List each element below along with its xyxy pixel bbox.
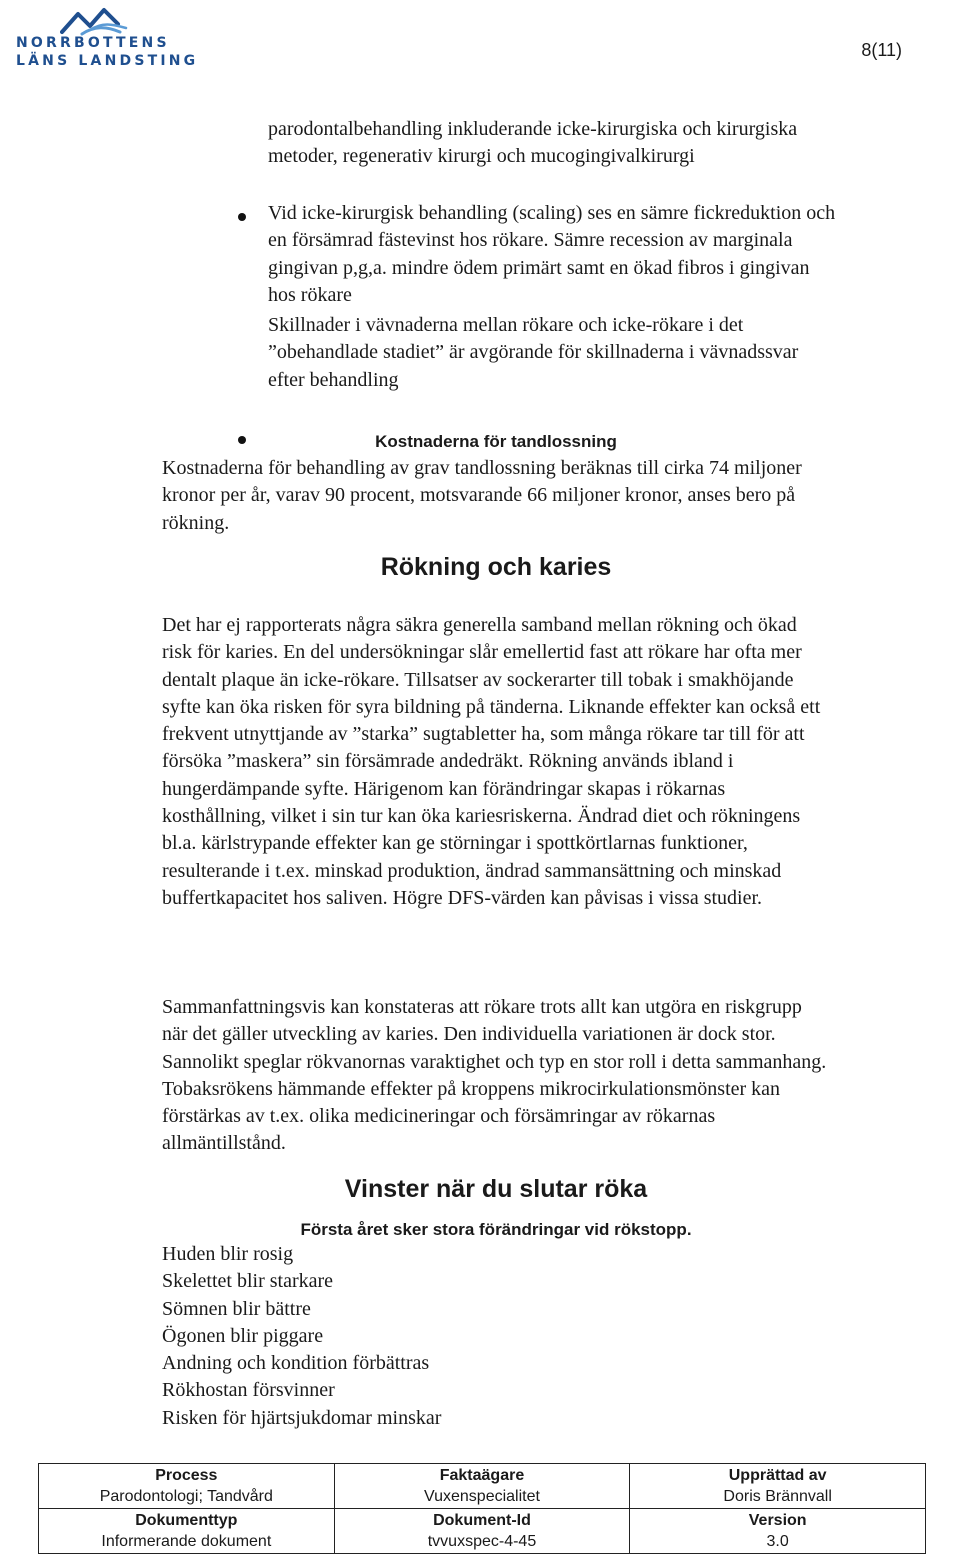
doctype-label: Dokumenttyp (135, 1512, 238, 1529)
version-label: Version (748, 1512, 807, 1529)
process-cell (39, 1464, 335, 1509)
author-value: Doris Brännvall (723, 1488, 832, 1505)
cost-text: Kostnaderna för behandling av grav tandlossning beräknas till cirka 74 miljoner kronor per år, varav 90 procent, motsvarande 66 miljoner kronor, anses bero på rökning. (162, 457, 802, 534)
caries-text-2: Sammanfattningsvis kan konstateras att rökare trots allt kan utgöra en riskgrupp när det gäller utveckling av karies. Den individuella variationen är dock stor. Sannolikt speglar rökvanornas varaktighet och typ en stor roll i detta sammanhang. Tobaksrökens hämmande effekter på kroppens mikrocirkulationsmönster kan förstärkas av t.ex. olika medicineringar och försämringar av rökarnas allmäntillstånd. (162, 996, 827, 1155)
document-metadata-table (38, 1463, 926, 1554)
author-cell (630, 1464, 926, 1509)
bullet-item: Vid icke-kirurgisk behandling (scaling) ses en sämre fickreduktion och en försämrad fästevinst hos rökare. Sämre recession av marginala gingivan p,g,a. mindre ödem primärt samt en ökad fibros i gingivan hos rökare (268, 202, 836, 306)
list-item: Rökhostan försvinner (162, 1379, 335, 1402)
section-heading-quit: Vinster när du slutar röka (344, 1175, 648, 1203)
caries-text-1: Det har ej rapporterats några säkra generella samband mellan rökning och ökad risk för karies. En del undersökningar slår emellertid fast att rökare har ofta mer dentalt plaque än icke-rökare. Tillsatser av sockerarter till tobak i smakhöjande syfte kan öka risken för syra bildning på tänderna. Liknande effekter kan också ett frekvent utnyttjande av ”starka” sugtabletter ha, som många rökare tar till för att försöka ”maskera” sin försämrade andedräkt. Rökning används ibland i hungerdämpande syfte. Härigenom kan förändringar skapas i rökarnas kosthållning, vilket i sin tur kan öka kariesriskerna. Ändrad diet och rökningens bl.a. kärlstrypande effekter kan ge störningar i spottkörtlarnas funktioner, resulterande i t.ex. minskad produktion, ändrad sammansättning och minskad buffertkapacitet hos saliven. Högre DFS-värden kan påvisas i vissa studier. (162, 614, 821, 909)
bullet-continuation-text: parodontalbehandling inkluderande icke-kirurgiska och kirurgiska metoder, regenerativ kirurgi och mucogingivalkirurgi (268, 118, 798, 168)
logo-line2: LÄNS LANDSTING (16, 53, 199, 69)
process-label: Process (155, 1467, 218, 1484)
organization-logo (0, 0, 199, 80)
list-item: Sömnen blir bättre (162, 1297, 311, 1320)
version-value: 3.0 (766, 1533, 789, 1550)
author-label: Upprättad av (728, 1467, 827, 1484)
section-subheading-quit: Första året sker stora förändringar vid rökstopp. (300, 1220, 692, 1239)
list-item: Skelettet blir starkare (162, 1270, 334, 1293)
caries-paragraph-1 (162, 612, 830, 912)
list-item: Risken för hjärtsjukdomar minskar (162, 1406, 442, 1429)
section-heading-cost: Kostnaderna för tandlossning (375, 432, 617, 451)
list-item: Huden blir rosig (162, 1243, 294, 1265)
section-heading-caries: Rökning och karies (380, 553, 612, 581)
process-value: Parodontologi; Tandvård (99, 1488, 273, 1505)
owner-label: Faktaägare (439, 1467, 525, 1484)
list-item: Ögonen blir piggare (162, 1324, 324, 1347)
docid-label: Dokument-Id (433, 1512, 531, 1529)
doctype-cell (39, 1509, 335, 1554)
page-number: 8(11) (861, 40, 902, 60)
owner-value: Vuxenspecialitet (424, 1488, 540, 1505)
doctype-value: Informerande dokument (101, 1533, 272, 1550)
docid-cell (334, 1509, 630, 1554)
benefits-list (162, 1241, 762, 1432)
caries-paragraph-2 (162, 994, 830, 1158)
docid-value: tvvuxspec-4-45 (427, 1533, 537, 1550)
owner-cell (334, 1464, 630, 1509)
version-cell (630, 1509, 926, 1554)
logo-line1: NORRBOTTENS (16, 35, 170, 51)
list-item: Andning och kondition förbättras (162, 1352, 430, 1375)
logo-mark-icon (60, 6, 130, 36)
bullet-item: Skillnader i vävnaderna mellan rökare och icke-rökare i det ”obehandlade stadiet” är avgörande för skillnaderna i vävnadssvar efter behandling (268, 314, 799, 391)
bullet-icon (238, 213, 246, 221)
cost-paragraph (162, 455, 830, 537)
